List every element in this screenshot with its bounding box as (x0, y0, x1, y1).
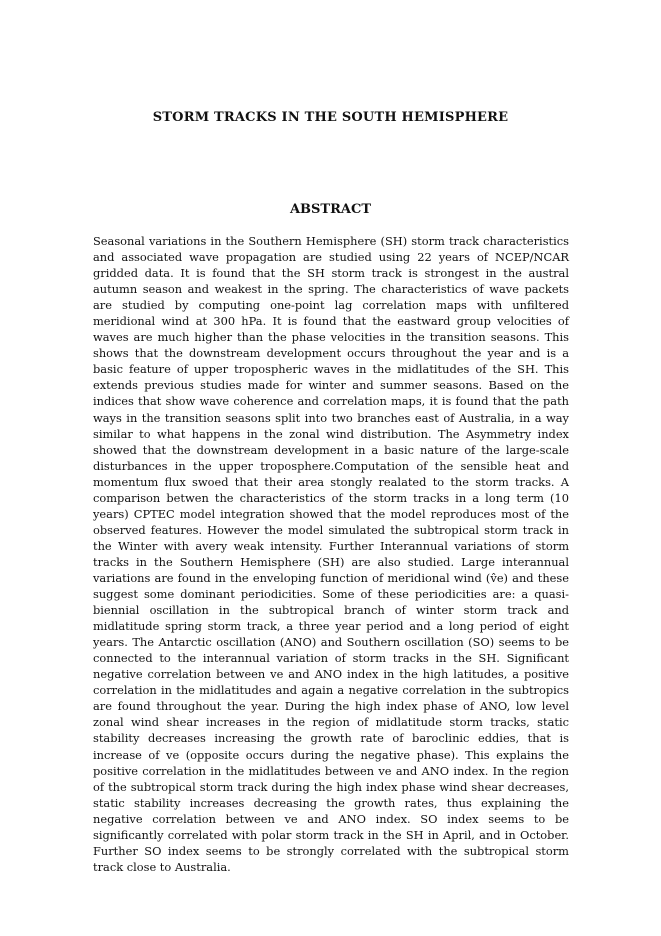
abstract-body: Seasonal variations in the Southern Hemisphere (SH) storm track characteristics and associated wave propagation are studied using 22 years of NCEP/NCAR gridded data. It is found that the SH storm track is strongest in the austral autumn season and weakest in the spring. The characteristics of wave packets are studied by computing one-point lag correlation maps with unfiltered meridional wind at 300 hPa. It is found that the eastward group velocities of waves are much higher than the phase velocities in the transition seasons. This shows that the downstream development occurs throughout the year and is a basic feature of upper tropospheric waves in the midlatitudes of the SH. This extends previous studies made for winter and summer seasons. Based on the indices that show wave coherence and correlation maps, it is found that the path ways in the transition seasons split into two branches east of Australia, in a way similar to what happens in the zonal wind distribution. The Asymmetry index showed that the downstream development in a basic nature of the large-scale disturbances in the upper troposphere.Computation of the sensible heat and momentum flux swoed that their area stongly realated to the storm tracks. A comparison betwen the characteristics of the storm tracks in a long term (10 years) CPTEC model integration showed that the model reproduces most of the observed features. However the model simulated the subtropical storm track in the Winter with avery weak intensity. Further Interannual variations of storm tracks in the Southern Hemisphere (SH) are also studied. Large interannual variations are found in the enveloping function of meridional wind (v̂e) and these suggest some dominant periodicities. Some of these periodicities are: a quasi-biennial oscillation in the subtropical branch of winter storm track and midlatitude spring storm track, a three year period and a long period of eight years. The Antarctic oscillation (ANO) and Southern oscillation (SO) seems to be connected to the interannual variation of storm tracks in the SH. Significant negative correlation between ve and ANO index in the high latitudes, a positive correlation in the midlatitudes and again a negative correlation in the subtropics are found throughout the year. During the high index phase of ANO, low level zonal wind shear increases in the region of midlatitude storm tracks, static stability decreases increasing the growth rate of baroclinic eddies, that is increase of ve (opposite occurs during the negative phase). This explains the positive correlation in the midlatitudes between ve and ANO index. In the region of the subtropical storm track during the high index phase wind shear decreases, static stability increases decreasing the growth rates, thus explaining the negative correlation between ve and ANO index. SO index seems to be significantly correlated with polar storm track in the SH in April, and in October. Further SO index seems to be strongly correlated with the subtropical storm track close to Australia. (93, 234, 569, 874)
document-title: STORM TRACKS IN THE SOUTH HEMISPHERE (152, 110, 509, 125)
abstract-heading: ABSTRACT (289, 202, 372, 217)
